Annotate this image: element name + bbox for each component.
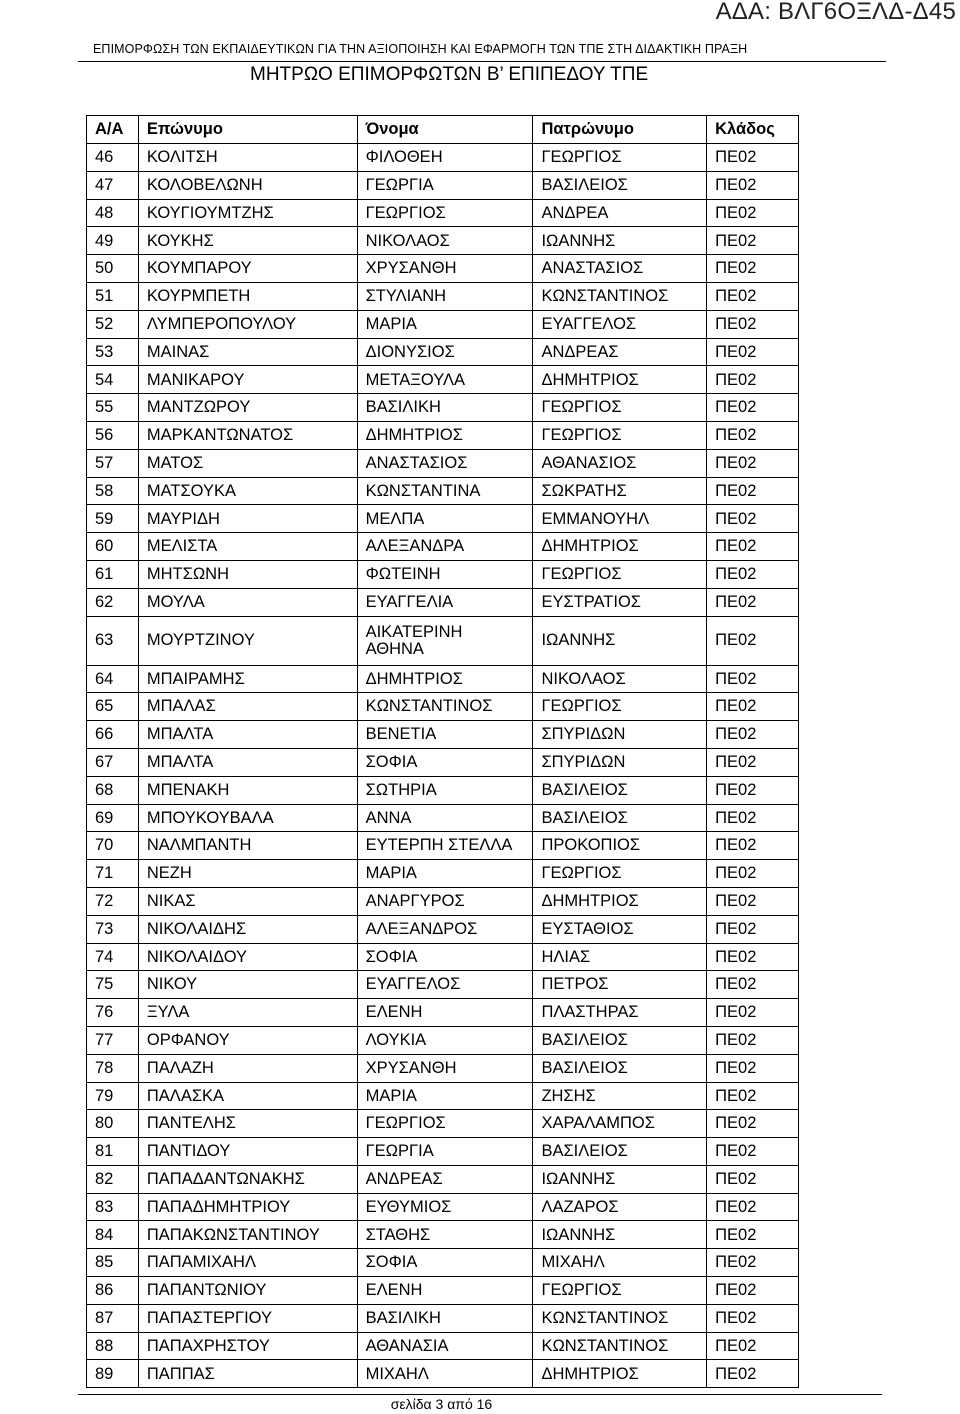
cell-name: ΕΥΑΓΓΕΛΙΑ	[357, 588, 533, 616]
cell-surname: ΜΠΑΙΡΑΜΗΣ	[138, 665, 357, 693]
cell-surname: ΠΑΛΑΣΚΑ	[138, 1082, 357, 1110]
cell-name: ΓΕΩΡΓΙΟΣ	[357, 199, 533, 227]
cell-fathers-name: ΜΙΧΑΗΛ	[533, 1249, 707, 1277]
cell-fathers-name: ΖΗΣΗΣ	[533, 1082, 707, 1110]
cell-surname: ΠΑΠΑΜΙΧΑΗΛ	[138, 1249, 357, 1277]
table-row	[87, 533, 799, 561]
cell-aa: 62	[87, 588, 139, 616]
table-row	[87, 693, 799, 721]
cell-name: ΓΕΩΡΓΙΑ	[357, 1138, 533, 1166]
cell-surname: ΠΑΠΑΝΤΩΝΙΟΥ	[138, 1277, 357, 1305]
cell-surname: ΜΕΛΙΣΤΑ	[138, 533, 357, 561]
cell-aa: 53	[87, 338, 139, 366]
cell-name: ΕΥΑΓΓΕΛΟΣ	[357, 971, 533, 999]
cell-aa: 84	[87, 1221, 139, 1249]
table-row	[87, 616, 799, 665]
header-divider	[78, 61, 886, 62]
table-row	[87, 804, 799, 832]
cell-branch: ΠΕ02	[707, 310, 799, 338]
table-row	[87, 1138, 799, 1166]
cell-fathers-name: ΕΥΣΤΡΑΤΙΟΣ	[533, 588, 707, 616]
cell-fathers-name: ΒΑΣΙΛΕΙΟΣ	[533, 1138, 707, 1166]
page-number: σελίδα 3 από 16	[390, 1396, 493, 1412]
cell-name: ΑΛΕΞΑΝΔΡΟΣ	[357, 915, 533, 943]
cell-aa: 66	[87, 721, 139, 749]
cell-fathers-name: ΕΥΣΤΑΘΙΟΣ	[533, 915, 707, 943]
cell-surname: ΝΙΚΑΣ	[138, 887, 357, 915]
cell-branch: ΠΕ02	[707, 1277, 799, 1305]
cell-aa: 73	[87, 915, 139, 943]
table-row	[87, 1221, 799, 1249]
cell-name: ΒΑΣΙΛΙΚΗ	[357, 1304, 533, 1332]
cell-surname: ΜΑΤΟΣ	[138, 449, 357, 477]
cell-aa: 48	[87, 199, 139, 227]
cell-aa: 65	[87, 693, 139, 721]
cell-surname: ΚΟΥΚΗΣ	[138, 227, 357, 255]
cell-fathers-name: ΣΩΚΡΑΤΗΣ	[533, 477, 707, 505]
table-row	[87, 1277, 799, 1305]
cell-surname: ΠΑΠΑΔΑΝΤΩΝΑΚΗΣ	[138, 1165, 357, 1193]
table-row	[87, 1193, 799, 1221]
cell-aa: 83	[87, 1193, 139, 1221]
table-row	[87, 1165, 799, 1193]
cell-branch: ΠΕ02	[707, 282, 799, 310]
cell-branch: ΠΕ02	[707, 693, 799, 721]
cell-fathers-name: ΕΜΜΑΝΟΥΗΛ	[533, 505, 707, 533]
cell-branch: ΠΕ02	[707, 338, 799, 366]
cell-surname: ΚΟΛΟΒΕΛΩΝΗ	[138, 171, 357, 199]
cell-branch: ΠΕ02	[707, 1304, 799, 1332]
table-row	[87, 1054, 799, 1082]
cell-fathers-name: ΓΕΩΡΓΙΟΣ	[533, 1277, 707, 1305]
cell-aa: 75	[87, 971, 139, 999]
cell-name: ΒΑΣΙΛΙΚΗ	[357, 394, 533, 422]
cell-name: ΜΑΡΙΑ	[357, 860, 533, 888]
cell-name: ΕΥΤΕΡΠΗ ΣΤΕΛΛΑ	[357, 832, 533, 860]
cell-branch: ΠΕ02	[707, 1193, 799, 1221]
table-row	[87, 776, 799, 804]
cell-surname: ΠΑΝΤΕΛΗΣ	[138, 1110, 357, 1138]
table-row	[87, 748, 799, 776]
cell-fathers-name: ΔΗΜΗΤΡΙΟΣ	[533, 887, 707, 915]
cell-name: ΑΝΑΡΓΥΡΟΣ	[357, 887, 533, 915]
cell-name: ΛΟΥΚΙΑ	[357, 1026, 533, 1054]
cell-aa: 79	[87, 1082, 139, 1110]
cell-branch: ΠΕ02	[707, 1082, 799, 1110]
cell-branch: ΠΕ02	[707, 1249, 799, 1277]
cell-aa: 63	[87, 616, 139, 665]
table-row	[87, 1082, 799, 1110]
table-row	[87, 1360, 799, 1388]
cell-aa: 87	[87, 1304, 139, 1332]
table-row	[87, 1249, 799, 1277]
cell-fathers-name: ΕΥΑΓΓΕΛΟΣ	[533, 310, 707, 338]
table-row	[87, 1332, 799, 1360]
table-row	[87, 887, 799, 915]
cell-fathers-name: ΣΠΥΡΙΔΩΝ	[533, 721, 707, 749]
cell-aa: 56	[87, 421, 139, 449]
cell-branch: ΠΕ02	[707, 616, 799, 665]
cell-branch: ΠΕ02	[707, 199, 799, 227]
cell-aa: 58	[87, 477, 139, 505]
cell-surname: ΜΟΥΛΑ	[138, 588, 357, 616]
cell-fathers-name: ΓΕΩΡΓΙΟΣ	[533, 421, 707, 449]
cell-fathers-name: ΒΑΣΙΛΕΙΟΣ	[533, 1026, 707, 1054]
table-row	[87, 915, 799, 943]
cell-surname: ΜΠΕΝΑΚΗ	[138, 776, 357, 804]
cell-name: ΣΤΑΘΗΣ	[357, 1221, 533, 1249]
cell-surname: ΝΑΛΜΠΑΝΤΗ	[138, 832, 357, 860]
page-title: ΜΗΤΡΩΟ ΕΠΙΜΟΡΦΩΤΩΝ Β’ ΕΠΙΠΕΔΟΥ ΤΠΕ	[250, 64, 649, 85]
cell-surname: ΠΑΠΑΧΡΗΣΤΟΥ	[138, 1332, 357, 1360]
cell-fathers-name: ΙΩΑΝΝΗΣ	[533, 616, 707, 665]
cell-aa: 57	[87, 449, 139, 477]
cell-name: ΑΙΚΑΤΕΡΙΝΗ ΑΘΗΝΑ	[357, 616, 533, 665]
cell-name: ΜΕΛΠΑ	[357, 505, 533, 533]
cell-fathers-name: ΔΗΜΗΤΡΙΟΣ	[533, 366, 707, 394]
cell-fathers-name: ΑΝΔΡΕΑ	[533, 199, 707, 227]
cell-surname: ΠΑΝΤΙΔΟΥ	[138, 1138, 357, 1166]
cell-surname: ΛΥΜΠΕΡΟΠΟΥΛΟΥ	[138, 310, 357, 338]
cell-fathers-name: ΚΩΝΣΤΑΝΤΙΝΟΣ	[533, 282, 707, 310]
ada-code: ΑΔΑ: ΒΛΓ6ΟΞΛΔ-Δ45	[715, 0, 956, 25]
cell-fathers-name: ΝΙΚΟΛΑΟΣ	[533, 665, 707, 693]
cell-surname: ΚΟΛΙΤΣΗ	[138, 144, 357, 172]
cell-aa: 76	[87, 999, 139, 1027]
table-row	[87, 665, 799, 693]
table-row	[87, 310, 799, 338]
table-row	[87, 421, 799, 449]
table-row	[87, 1026, 799, 1054]
cell-fathers-name: ΚΩΝΣΤΑΝΤΙΝΟΣ	[533, 1304, 707, 1332]
cell-fathers-name: ΓΕΩΡΓΙΟΣ	[533, 860, 707, 888]
cell-fathers-name: ΓΕΩΡΓΙΟΣ	[533, 394, 707, 422]
cell-surname: ΟΡΦΑΝΟΥ	[138, 1026, 357, 1054]
cell-surname: ΝΕΖΗ	[138, 860, 357, 888]
cell-name: ΚΩΝΣΤΑΝΤΙΝΑ	[357, 477, 533, 505]
table-row	[87, 366, 799, 394]
cell-name: ΑΛΕΞΑΝΔΡΑ	[357, 533, 533, 561]
cell-surname: ΜΠΟΥΚΟΥΒΑΛΑ	[138, 804, 357, 832]
cell-surname: ΜΠΑΛΑΣ	[138, 693, 357, 721]
table-row	[87, 860, 799, 888]
cell-fathers-name: ΣΠΥΡΙΔΩΝ	[533, 748, 707, 776]
cell-aa: 77	[87, 1026, 139, 1054]
table-row	[87, 505, 799, 533]
cell-fathers-name: ΓΕΩΡΓΙΟΣ	[533, 560, 707, 588]
table-row	[87, 560, 799, 588]
cell-branch: ΠΕ02	[707, 227, 799, 255]
cell-branch: ΠΕ02	[707, 1054, 799, 1082]
table-row	[87, 477, 799, 505]
cell-surname: ΠΑΛΑΖΗ	[138, 1054, 357, 1082]
column-header-aa: Α/Α	[87, 116, 139, 144]
cell-name: ΦΩΤΕΙΝΗ	[357, 560, 533, 588]
cell-name: ΑΘΑΝΑΣΙΑ	[357, 1332, 533, 1360]
cell-branch: ΠΕ02	[707, 394, 799, 422]
cell-name: ΜΑΡΙΑ	[357, 1082, 533, 1110]
cell-branch: ΠΕ02	[707, 776, 799, 804]
cell-surname: ΝΙΚΟΛΑΙΔΟΥ	[138, 943, 357, 971]
cell-branch: ΠΕ02	[707, 171, 799, 199]
cell-surname: ΜΑΡΚΑΝΤΩΝΑΤΟΣ	[138, 421, 357, 449]
table-row	[87, 199, 799, 227]
cell-surname: ΜΑΝΤΖΩΡΟΥ	[138, 394, 357, 422]
cell-fathers-name: ΚΩΝΣΤΑΝΤΙΝΟΣ	[533, 1332, 707, 1360]
cell-aa: 47	[87, 171, 139, 199]
cell-name: ΣΟΦΙΑ	[357, 1249, 533, 1277]
trainers-table	[86, 115, 799, 1388]
cell-name: ΓΕΩΡΓΙΑ	[357, 171, 533, 199]
cell-branch: ΠΕ02	[707, 144, 799, 172]
cell-branch: ΠΕ02	[707, 255, 799, 283]
cell-fathers-name: ΒΑΣΙΛΕΙΟΣ	[533, 804, 707, 832]
table-body	[87, 144, 799, 1388]
cell-branch: ΠΕ02	[707, 1110, 799, 1138]
cell-branch: ΠΕ02	[707, 1026, 799, 1054]
table-row	[87, 144, 799, 172]
cell-aa: 55	[87, 394, 139, 422]
cell-branch: ΠΕ02	[707, 887, 799, 915]
cell-aa: 70	[87, 832, 139, 860]
cell-branch: ΠΕ02	[707, 1332, 799, 1360]
cell-fathers-name: ΓΕΩΡΓΙΟΣ	[533, 693, 707, 721]
cell-aa: 68	[87, 776, 139, 804]
cell-branch: ΠΕ02	[707, 665, 799, 693]
column-header-name: Όνομα	[357, 116, 533, 144]
cell-name: ΧΡΥΣΑΝΘΗ	[357, 1054, 533, 1082]
cell-surname: ΝΙΚΟΛΑΙΔΗΣ	[138, 915, 357, 943]
table-row	[87, 588, 799, 616]
cell-surname: ΠΑΠΑΣΤΕΡΓΙΟΥ	[138, 1304, 357, 1332]
cell-fathers-name: ΠΕΤΡΟΣ	[533, 971, 707, 999]
cell-aa: 61	[87, 560, 139, 588]
cell-branch: ΠΕ02	[707, 1360, 799, 1388]
cell-surname: ΝΙΚΟΥ	[138, 971, 357, 999]
cell-name: ΦΙΛΟΘΕΗ	[357, 144, 533, 172]
table-header-row	[87, 116, 799, 144]
cell-branch: ΠΕ02	[707, 971, 799, 999]
cell-surname: ΚΟΥΜΠΑΡΟΥ	[138, 255, 357, 283]
cell-name: ΕΥΘΥΜΙΟΣ	[357, 1193, 533, 1221]
cell-fathers-name: ΒΑΣΙΛΕΙΟΣ	[533, 1054, 707, 1082]
cell-branch: ΠΕ02	[707, 721, 799, 749]
column-header-fathers-name: Πατρώνυμο	[533, 116, 707, 144]
cell-name: ΜΕΤΑΞΟΥΛΑ	[357, 366, 533, 394]
cell-surname: ΜΠΑΛΤΑ	[138, 721, 357, 749]
cell-fathers-name: ΛΑΖΑΡΟΣ	[533, 1193, 707, 1221]
cell-name: ΑΝΝΑ	[357, 804, 533, 832]
cell-fathers-name: ΑΝΑΣΤΑΣΙΟΣ	[533, 255, 707, 283]
cell-name: ΣΩΤΗΡΙΑ	[357, 776, 533, 804]
cell-branch: ΠΕ02	[707, 1138, 799, 1166]
cell-fathers-name: ΠΛΑΣΤΗΡΑΣ	[533, 999, 707, 1027]
cell-aa: 52	[87, 310, 139, 338]
cell-fathers-name: ΑΝΔΡΕΑΣ	[533, 338, 707, 366]
table-row	[87, 394, 799, 422]
cell-branch: ΠΕ02	[707, 915, 799, 943]
cell-aa: 82	[87, 1165, 139, 1193]
cell-name: ΑΝΑΣΤΑΣΙΟΣ	[357, 449, 533, 477]
cell-branch: ΠΕ02	[707, 421, 799, 449]
cell-branch: ΠΕ02	[707, 860, 799, 888]
cell-aa: 74	[87, 943, 139, 971]
table-row	[87, 1110, 799, 1138]
cell-aa: 89	[87, 1360, 139, 1388]
cell-fathers-name: ΠΡΟΚΟΠΙΟΣ	[533, 832, 707, 860]
cell-name: ΔΙΟΝΥΣΙΟΣ	[357, 338, 533, 366]
cell-branch: ΠΕ02	[707, 449, 799, 477]
cell-name: ΔΗΜΗΤΡΙΟΣ	[357, 665, 533, 693]
cell-branch: ΠΕ02	[707, 832, 799, 860]
cell-surname: ΜΠΑΛΤΑ	[138, 748, 357, 776]
table-row	[87, 943, 799, 971]
cell-name: ΜΑΡΙΑ	[357, 310, 533, 338]
cell-surname: ΠΑΠΑΔΗΜΗΤΡΙΟΥ	[138, 1193, 357, 1221]
cell-name: ΓΕΩΡΓΙΟΣ	[357, 1110, 533, 1138]
cell-branch: ΠΕ02	[707, 533, 799, 561]
cell-name: ΒΕΝΕΤΙΑ	[357, 721, 533, 749]
cell-branch: ΠΕ02	[707, 560, 799, 588]
cell-name: ΣΟΦΙΑ	[357, 748, 533, 776]
cell-aa: 51	[87, 282, 139, 310]
cell-surname: ΜΑΝΙΚΑΡΟΥ	[138, 366, 357, 394]
cell-name: ΧΡΥΣΑΝΘΗ	[357, 255, 533, 283]
cell-branch: ΠΕ02	[707, 748, 799, 776]
cell-aa: 50	[87, 255, 139, 283]
cell-name: ΜΙΧΑΗΛ	[357, 1360, 533, 1388]
cell-surname: ΠΑΠΑΚΩΝΣΤΑΝΤΙΝΟΥ	[138, 1221, 357, 1249]
cell-name: ΔΗΜΗΤΡΙΟΣ	[357, 421, 533, 449]
cell-aa: 86	[87, 1277, 139, 1305]
cell-aa: 46	[87, 144, 139, 172]
table-row	[87, 971, 799, 999]
cell-branch: ΠΕ02	[707, 477, 799, 505]
cell-name: ΣΤΥΛΙΑΝΗ	[357, 282, 533, 310]
table-row	[87, 832, 799, 860]
cell-aa: 54	[87, 366, 139, 394]
cell-surname: ΜΟΥΡΤΖΙΝΟΥ	[138, 616, 357, 665]
cell-branch: ΠΕ02	[707, 1221, 799, 1249]
table-row	[87, 255, 799, 283]
cell-fathers-name: ΑΘΑΝΑΣΙΟΣ	[533, 449, 707, 477]
cell-fathers-name: ΙΩΑΝΝΗΣ	[533, 1165, 707, 1193]
cell-name: ΑΝΔΡΕΑΣ	[357, 1165, 533, 1193]
cell-aa: 85	[87, 1249, 139, 1277]
cell-aa: 71	[87, 860, 139, 888]
cell-fathers-name: ΔΗΜΗΤΡΙΟΣ	[533, 533, 707, 561]
cell-fathers-name: ΓΕΩΡΓΙΟΣ	[533, 144, 707, 172]
cell-surname: ΞΥΛΑ	[138, 999, 357, 1027]
table-row	[87, 449, 799, 477]
cell-aa: 78	[87, 1054, 139, 1082]
table-row	[87, 227, 799, 255]
cell-aa: 67	[87, 748, 139, 776]
cell-branch: ΠΕ02	[707, 999, 799, 1027]
cell-name: ΣΟΦΙΑ	[357, 943, 533, 971]
cell-branch: ΠΕ02	[707, 588, 799, 616]
table-row	[87, 1304, 799, 1332]
cell-surname: ΜΑΥΡΙΔΗ	[138, 505, 357, 533]
cell-surname: ΚΟΥΡΜΠΕΤΗ	[138, 282, 357, 310]
cell-fathers-name: ΙΩΑΝΝΗΣ	[533, 227, 707, 255]
cell-fathers-name: ΧΑΡΑΛΑΜΠΟΣ	[533, 1110, 707, 1138]
cell-branch: ΠΕ02	[707, 1165, 799, 1193]
cell-name: ΕΛΕΝΗ	[357, 999, 533, 1027]
column-header-surname: Επώνυμο	[138, 116, 357, 144]
cell-name: ΚΩΝΣΤΑΝΤΙΝΟΣ	[357, 693, 533, 721]
table-row	[87, 338, 799, 366]
cell-aa: 81	[87, 1138, 139, 1166]
cell-aa: 88	[87, 1332, 139, 1360]
cell-aa: 59	[87, 505, 139, 533]
cell-branch: ΠΕ02	[707, 943, 799, 971]
cell-name: ΝΙΚΟΛΑΟΣ	[357, 227, 533, 255]
cell-fathers-name: ΒΑΣΙΛΕΙΟΣ	[533, 171, 707, 199]
cell-surname: ΜΑΙΝΑΣ	[138, 338, 357, 366]
cell-aa: 72	[87, 887, 139, 915]
table-row	[87, 171, 799, 199]
cell-branch: ΠΕ02	[707, 804, 799, 832]
cell-aa: 64	[87, 665, 139, 693]
cell-aa: 80	[87, 1110, 139, 1138]
cell-surname: ΜΑΤΣΟΥΚΑ	[138, 477, 357, 505]
cell-aa: 60	[87, 533, 139, 561]
cell-branch: ΠΕ02	[707, 505, 799, 533]
program-subtitle: ΕΠΙΜΟΡΦΩΣΗ ΤΩΝ ΕΚΠΑΙΔΕΥΤΙΚΩΝ ΓΙΑ ΤΗΝ ΑΞΙΟΠΟΙΗΣΗ ΚΑΙ ΕΦΑΡΜΟΓΗ ΤΩΝ ΤΠΕ ΣΤΗ ΔΙΔΑΚΤΙΚΗ ΠΡΑΞΗ	[93, 42, 748, 56]
cell-surname: ΚΟΥΓΙΟΥΜΤΖΗΣ	[138, 199, 357, 227]
table-row	[87, 721, 799, 749]
table-row	[87, 999, 799, 1027]
cell-fathers-name: ΒΑΣΙΛΕΙΟΣ	[533, 776, 707, 804]
cell-surname: ΜΗΤΣΩΝΗ	[138, 560, 357, 588]
cell-branch: ΠΕ02	[707, 366, 799, 394]
cell-surname: ΠΑΠΠΑΣ	[138, 1360, 357, 1388]
table-row	[87, 282, 799, 310]
footer-divider	[78, 1394, 882, 1395]
cell-aa: 69	[87, 804, 139, 832]
cell-fathers-name: ΙΩΑΝΝΗΣ	[533, 1221, 707, 1249]
cell-fathers-name: ΔΗΜΗΤΡΙΟΣ	[533, 1360, 707, 1388]
cell-aa: 49	[87, 227, 139, 255]
cell-name: ΕΛΕΝΗ	[357, 1277, 533, 1305]
cell-fathers-name: ΗΛΙΑΣ	[533, 943, 707, 971]
column-header-branch: Κλάδος	[707, 116, 799, 144]
